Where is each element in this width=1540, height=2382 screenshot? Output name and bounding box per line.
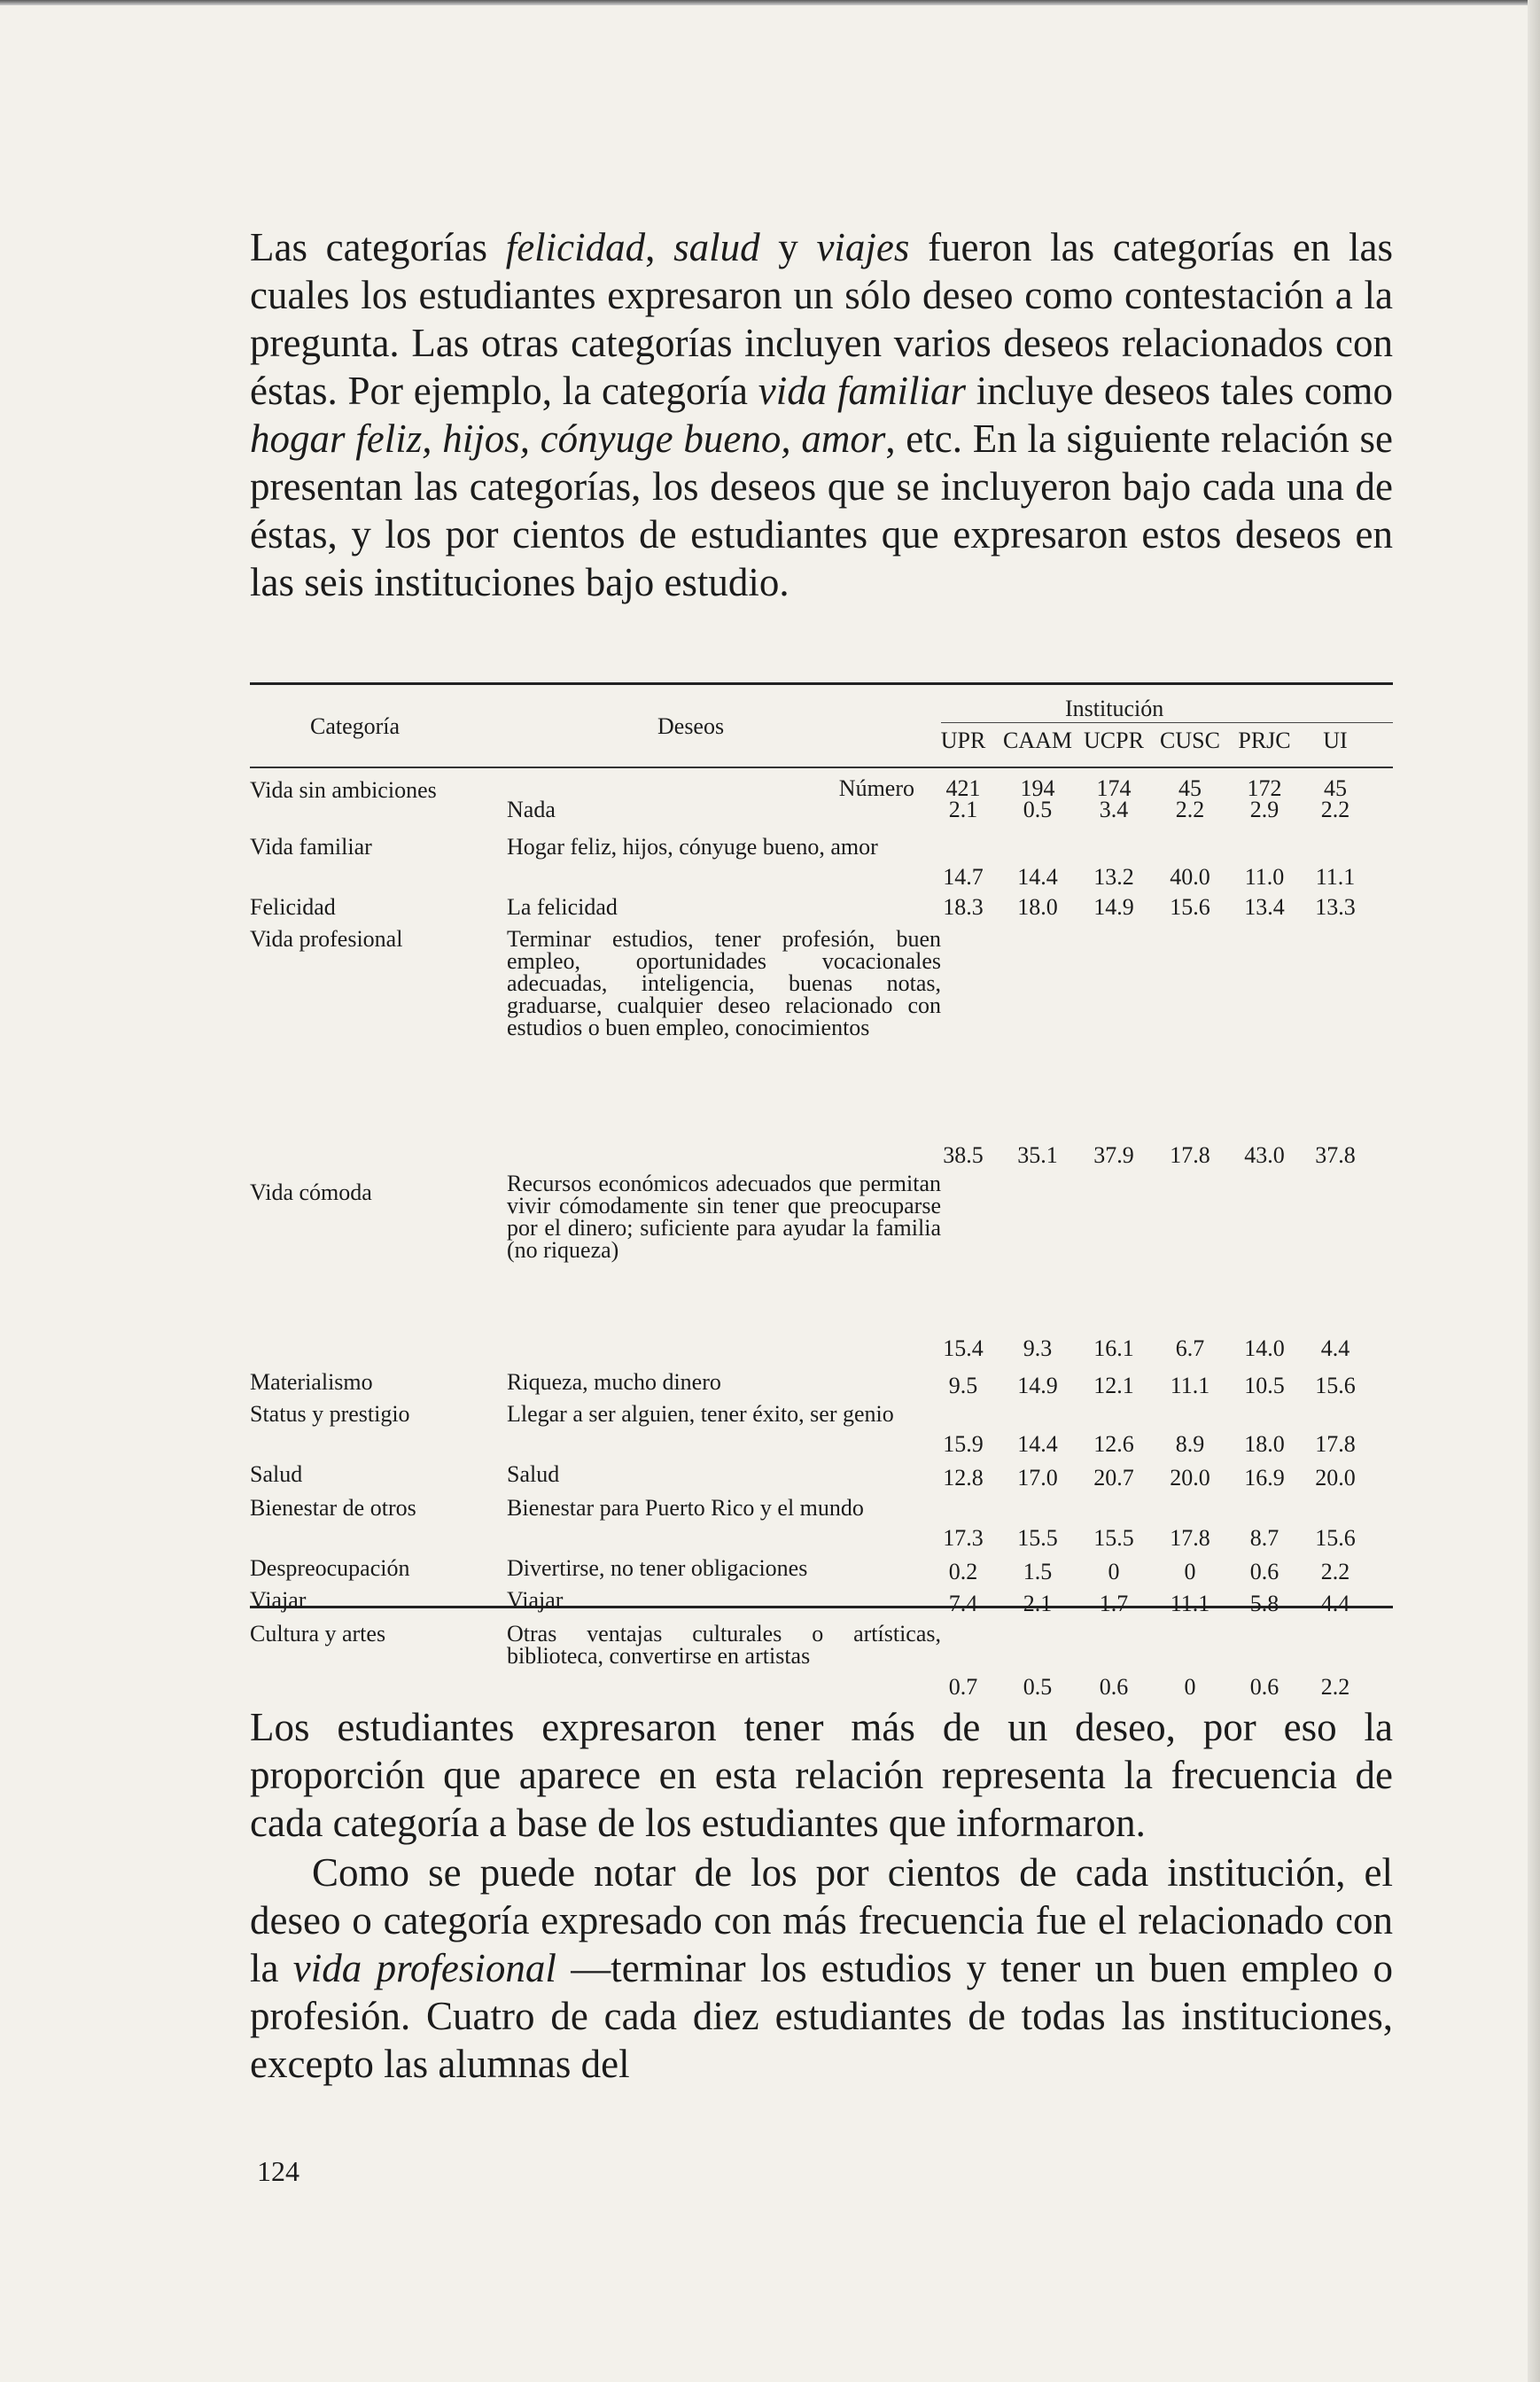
percent-value: 14.4: [1017, 1431, 1058, 1457]
page-number: 124: [257, 2155, 299, 2187]
category-label: Status y prestigio: [250, 1401, 410, 1427]
percent-value: 17.8: [1170, 1142, 1210, 1168]
percent-value: 2.2: [1320, 1674, 1350, 1700]
numero-value: 421: [945, 775, 981, 801]
numero-value: 45: [1324, 775, 1347, 801]
percent-value: 17.8: [1170, 1525, 1210, 1551]
percent-value: 14.7: [943, 864, 984, 890]
percent-value: 13.2: [1093, 864, 1134, 890]
percent-value: 14.9: [1093, 894, 1134, 920]
percent-value: 2.9: [1249, 797, 1279, 822]
category-label: Materialismo: [250, 1369, 373, 1395]
percent-value: 15.6: [1315, 1525, 1356, 1551]
numero-value: 172: [1247, 775, 1282, 801]
percent-value: 14.0: [1244, 1335, 1285, 1361]
numero-value: 194: [1020, 775, 1055, 801]
category-label: Vida profesional: [250, 926, 403, 952]
category-label: Salud: [250, 1461, 303, 1487]
percent-value: 14.9: [1017, 1373, 1058, 1398]
percent-value: 0.5: [1023, 797, 1053, 822]
percent-value: 9.5: [948, 1373, 978, 1398]
percent-value: 1.7: [1099, 1591, 1129, 1616]
percent-value: 20.7: [1093, 1465, 1134, 1491]
wish-description: Hogar feliz, hijos, cónyuge bueno, amor: [507, 834, 878, 860]
percent-value: 15.9: [943, 1431, 984, 1457]
header-col: CUSC: [1160, 728, 1220, 753]
percent-value: 18.0: [1017, 894, 1058, 920]
header-col: PRJC: [1238, 728, 1291, 753]
percent-value: 17.3: [943, 1525, 984, 1551]
percent-value: 15.6: [1315, 1373, 1356, 1398]
wish-description: Otras ventajas culturales o artísticas, biblioteca, convertirse en artistas: [507, 1621, 941, 1669]
wish-description: Recursos económicos adecuados que permitan vivir cómodamente sin tener que preocuparse por el dinero; suficiente para ayudar la familia (no riqueza): [507, 1171, 941, 1263]
percent-value: 3.4: [1099, 797, 1129, 822]
percent-value: 2.1: [1023, 1591, 1053, 1616]
header-divider: [941, 722, 1393, 723]
header-columns: [941, 728, 1393, 763]
wish-description: Viajar: [507, 1587, 564, 1613]
percent-value: 15.5: [1093, 1525, 1134, 1551]
wish-description: Riqueza, mucho dinero: [507, 1369, 721, 1395]
wish-description: Llegar a ser alguien, tener éxito, ser genio: [507, 1401, 894, 1427]
percent-value: 35.1: [1017, 1142, 1058, 1168]
percent-value: 12.8: [943, 1465, 984, 1491]
category-label: Vida familiar: [250, 834, 372, 860]
category-label: Viajar: [250, 1587, 307, 1613]
header-col: UPR: [940, 728, 986, 753]
header-deseos: Deseos: [657, 713, 725, 739]
category-label: Vida sin ambiciones: [250, 777, 437, 803]
table-header: [250, 685, 1393, 767]
percent-value: 0.5: [1023, 1674, 1053, 1700]
percent-value: 12.1: [1093, 1373, 1134, 1398]
percent-value: 4.4: [1320, 1335, 1350, 1361]
percent-value: 5.8: [1249, 1591, 1279, 1616]
percent-value: 13.3: [1315, 894, 1356, 920]
wish-description: Salud: [507, 1461, 560, 1487]
wish-description: La felicidad: [507, 894, 618, 920]
percent-value: 15.6: [1170, 894, 1210, 920]
percent-value: 2.1: [948, 797, 978, 822]
wish-description: Bienestar para Puerto Rico y el mundo: [507, 1495, 864, 1521]
percent-value: 4.4: [1320, 1591, 1350, 1616]
percent-value: 14.4: [1017, 864, 1058, 890]
wishes-table: [250, 682, 1393, 1700]
category-label: Bienestar de otros: [250, 1495, 416, 1521]
percent-value: 9.3: [1023, 1335, 1053, 1361]
percent-value: 0: [1108, 1559, 1120, 1584]
percent-value: 37.9: [1093, 1142, 1134, 1168]
percent-value: 12.6: [1093, 1431, 1134, 1457]
percent-value: 7.4: [948, 1591, 978, 1616]
percent-value: 16.1: [1093, 1335, 1134, 1361]
page-edge: [1528, 0, 1540, 2382]
header-col: CAAM: [1002, 728, 1072, 753]
percent-value: 8.7: [1249, 1525, 1279, 1551]
percent-value: 43.0: [1244, 1142, 1285, 1168]
wish-description: Nada: [507, 797, 556, 822]
percent-value: 13.4: [1244, 894, 1285, 920]
numero-label: Número: [838, 775, 914, 801]
numero-value: 174: [1096, 775, 1132, 801]
outro-text: [250, 1703, 1393, 2088]
category-label: Despreocupación: [250, 1555, 410, 1581]
category-label: Felicidad: [250, 894, 336, 920]
percent-value: 0: [1184, 1674, 1196, 1700]
percent-value: 6.7: [1175, 1335, 1205, 1361]
percent-value: 38.5: [943, 1142, 984, 1168]
percent-value: 15.5: [1017, 1525, 1058, 1551]
wish-description: Divertirse, no tener obligaciones: [507, 1555, 808, 1581]
numero-value: 45: [1178, 775, 1202, 801]
percent-value: 17.8: [1315, 1431, 1356, 1457]
percent-value: 18.0: [1244, 1431, 1285, 1457]
percent-value: 11.0: [1244, 864, 1285, 890]
percent-value: 18.3: [943, 894, 984, 920]
category-label: Cultura y artes: [250, 1621, 386, 1646]
percent-value: 0.7: [948, 1674, 978, 1700]
header-col: UI: [1323, 728, 1348, 753]
percent-value: 0: [1184, 1559, 1196, 1584]
outro-paragraph-2: Como se puede notar de los por cientos de cada institución, el deseo o categoría expresado con más frecuencia fue el relacionado con la vida profesional —terminar los estudios y tener un buen empleo o profesión. Cuatro de cada diez estudiantes de todas las instituciones, excepto las alumnas del: [250, 1850, 1393, 2086]
top-border: [0, 0, 1540, 5]
header-categoria: Categoría: [310, 713, 401, 739]
header-col: UCPR: [1084, 728, 1144, 753]
intro-paragraph: Las categorías felicidad, salud y viajes fueron las categorías en las cuales los estudiantes expresaron un sólo deseo como contestación a la pregunta. Las otras categorías incluyen varios deseos relacionados con éstas. Por ejemplo, la categoría vida familiar incluye deseos tales como hogar feliz, hijos, cónyuge bueno, amor, etc. En la siguiente relación se presentan las categorías, los deseos que se incluyeron bajo cada una de éstas, y los por cientos de estudiantes que expresaron estos deseos en las seis instituciones bajo estudio.: [250, 225, 1394, 604]
percent-value: 11.1: [1170, 1591, 1210, 1616]
percent-value: 17.0: [1017, 1465, 1058, 1491]
percent-value: 20.0: [1315, 1465, 1356, 1491]
percent-value: 16.9: [1244, 1465, 1285, 1491]
percent-value: 8.9: [1175, 1431, 1205, 1457]
percent-value: 2.2: [1175, 797, 1205, 822]
table-body: [250, 768, 1393, 1700]
wish-description: Terminar estudios, tener profesión, buen empleo, oportunidades vocacionales adecuadas, inteligencia, buenas notas, graduarse, cualquier deseo relacionado con estudios o buen empleo, conocimientos: [507, 926, 941, 1040]
percent-value: 20.0: [1170, 1465, 1210, 1491]
percent-value: 37.8: [1315, 1142, 1356, 1168]
percent-value: 2.2: [1320, 797, 1350, 822]
percent-value: 0.6: [1249, 1674, 1279, 1700]
percent-value: 11.1: [1315, 864, 1356, 890]
header-institucion: Institución: [1065, 696, 1164, 721]
outro-paragraph-1: Los estudiantes expresaron tener más de un deseo, por eso la proporción que aparece en esta relación representa la frecuencia de cada categoría a base de los estudiantes que informaron.: [250, 1705, 1393, 1845]
percent-value: 0.6: [1099, 1674, 1129, 1700]
percent-value: 0.2: [948, 1559, 978, 1584]
percent-value: 1.5: [1023, 1559, 1053, 1584]
percent-value: 2.2: [1320, 1559, 1350, 1584]
percent-value: 40.0: [1170, 864, 1210, 890]
percent-value: 11.1: [1170, 1373, 1210, 1398]
percent-value: 10.5: [1244, 1373, 1285, 1398]
percent-value: 15.4: [943, 1335, 984, 1361]
category-label: Vida cómoda: [250, 1179, 372, 1205]
percent-value: 0.6: [1249, 1559, 1279, 1584]
